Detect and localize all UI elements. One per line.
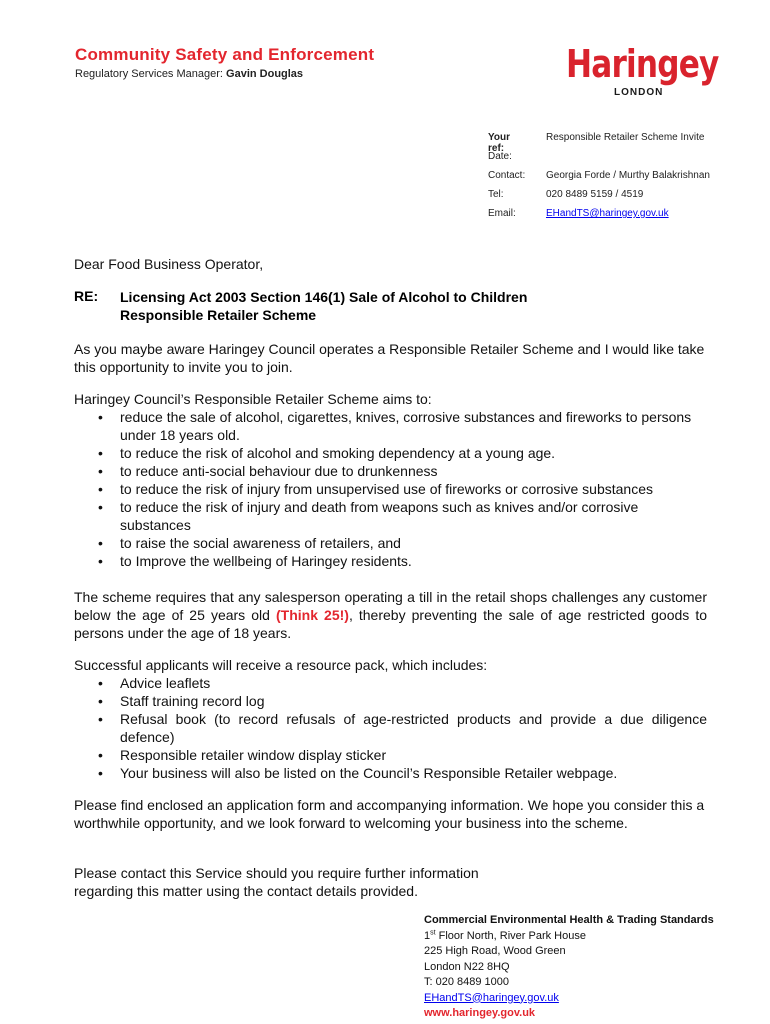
resource-pack-list (74, 674, 707, 782)
ref-value: 020 8489 5159 / 4519 (546, 189, 644, 200)
footer-heading: Commercial Environmental Health & Trading Standards (424, 914, 714, 926)
floor-number: 1 (424, 929, 431, 942)
ref-label: Your ref: (488, 132, 511, 154)
manager-line (75, 68, 303, 80)
haringey-logo (562, 42, 722, 104)
resource-pack-heading: Successful applicants will receive a resource pack, which includes: (74, 657, 488, 673)
floor-suffix: st (430, 928, 436, 936)
ref-label: Contact: (488, 170, 526, 181)
intro-paragraph: As you maybe aware Haringey Council operates a Responsible Retailer Scheme and I would like take this opportunity to invite you to join. (74, 341, 705, 375)
ref-label: Email: (488, 208, 516, 219)
subject-line-2: Responsible Retailer Scheme (120, 307, 317, 323)
re-label: RE: (74, 288, 99, 304)
manager-label: Regulatory Services Manager: (75, 68, 223, 80)
footer-website-link[interactable]: www.haringey.gov.uk (424, 1007, 536, 1019)
ref-value: Georgia Forde / Murthy Balakrishnan (546, 170, 710, 181)
list-item: • to reduce the risk of injury from unsupervised use of fireworks or corrosive substances (74, 480, 707, 498)
ref-label: Tel: (488, 189, 504, 200)
logo-wordmark: Haringey (566, 42, 719, 86)
list-item: • Your business will also be listed on the Council’s Responsible Retailer webpage. (74, 764, 707, 782)
aims-heading: Haringey Council’s Responsible Retailer Scheme aims to: (74, 391, 432, 407)
scheme-text-end: , thereby preventing the sale of age restricted goods to persons under the age of 18 years. (74, 607, 708, 641)
department-title: Community Safety and Enforcement (75, 45, 375, 64)
scheme-text-start: The scheme requires that any salesperson operating a till in the retail shops challenges any customer below the age of 25 years old (74, 589, 707, 623)
list-item: • Staff training record log (74, 692, 707, 710)
ref-email-link[interactable]: EHandTS@haringey.gov.uk (546, 208, 669, 219)
floor-text: Floor North, River Park House (435, 929, 586, 942)
list-item: • reduce the sale of alcohol, cigarettes, knives, corrosive substances and fireworks to persons under 18 years old. (74, 408, 707, 444)
greeting: Dear Food Business Operator, (74, 256, 264, 272)
list-item: • Advice leaflets (74, 674, 707, 692)
footer-address-line-1: 225 High Road, Wood Green (424, 945, 566, 957)
footer-floor (424, 929, 714, 945)
footer-address-line-2: London N22 8HQ (424, 960, 510, 973)
aims-list (74, 408, 707, 570)
list-item: • to Improve the wellbeing of Haringey residents. (74, 552, 707, 570)
manager-name: Gavin Douglas (226, 68, 304, 80)
think-25-highlight: (Think 25!) (275, 607, 349, 623)
ref-value: Responsible Retailer Scheme Invite (546, 132, 705, 143)
enclosed-paragraph: Please find enclosed an application form and accompanying information. We hope you consider this a worthwhile opportunity, and we look forward to welcoming your business into the scheme. (74, 797, 705, 831)
list-item: • to raise the social awareness of retailers, and (74, 534, 707, 552)
footer-tel: T: 020 8489 1000 (424, 976, 510, 988)
list-item: • to reduce the risk of alcohol and smoking dependency at a young age. (74, 444, 707, 462)
list-item: • Refusal book (to record refusals of age-restricted products and provide a due diligence defence) (74, 710, 707, 746)
list-item: • Responsible retailer window display sticker (74, 746, 707, 764)
list-item: • to reduce the risk of injury and death from weapons such as knives and/or corrosive substances (74, 498, 707, 534)
footer-address (424, 913, 714, 1022)
subject-line (120, 288, 620, 324)
scheme-paragraph (74, 588, 707, 642)
list-item: • to reduce anti-social behaviour due to drunkenness (74, 462, 707, 480)
logo-subtitle: LONDON (614, 87, 664, 98)
ref-label: Date: (488, 151, 512, 162)
footer-email-link[interactable]: EHandTS@haringey.gov.uk (424, 991, 559, 1004)
subject-line-1: Licensing Act 2003 Section 146(1) Sale of Alcohol to Children (120, 289, 528, 305)
contact-paragraph: Please contact this Service should you require further information regarding this matter using the contact details provided. (74, 865, 479, 899)
